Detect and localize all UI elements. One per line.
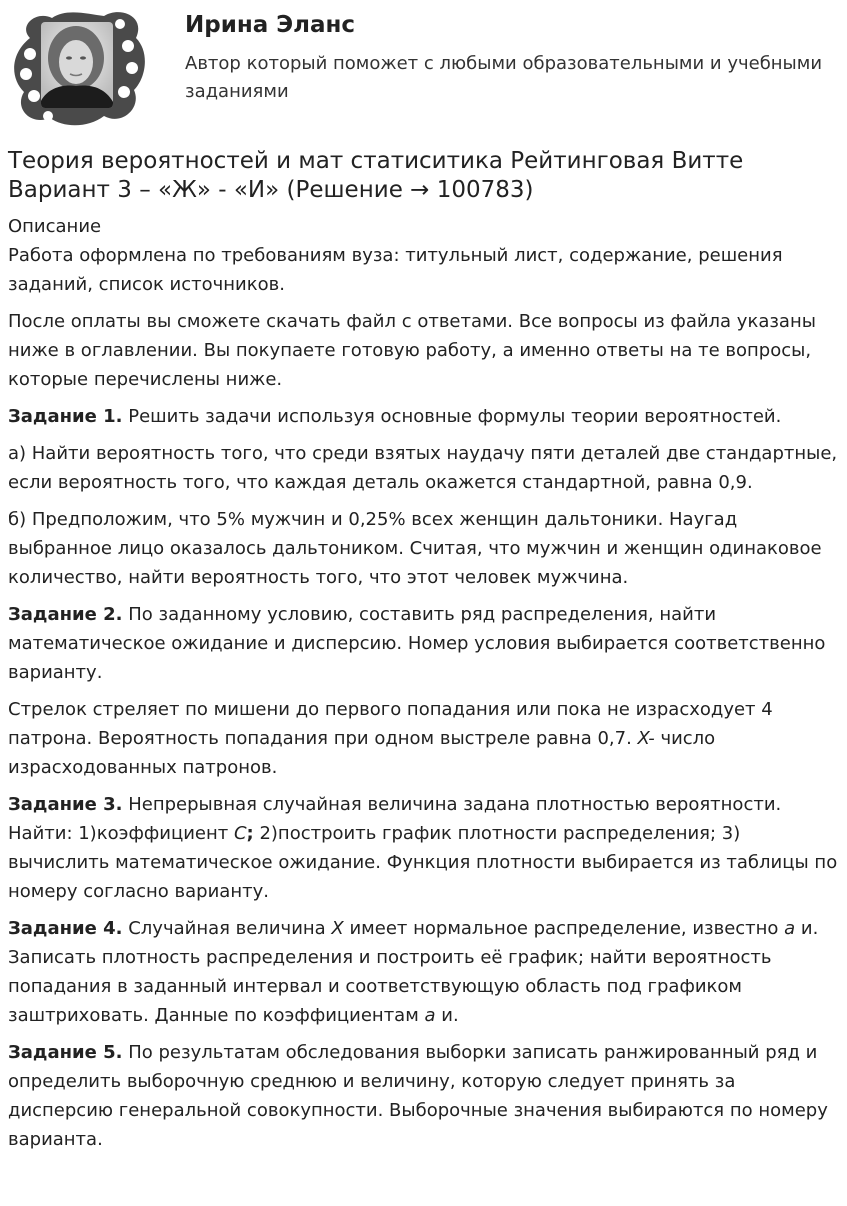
description-label: Описание <box>8 216 102 237</box>
task-4-t4: и. <box>435 1005 459 1026</box>
task-4-t3: и. Записать плотность распределения и построить её график; найти вероятность попадания в заданный интервал и соответствующую область под графиком заштриховать. Данные по коэффициентам <box>8 918 819 1026</box>
task-2-cond-pre: Стрелок стреляет по мишени до первого попадания или пока не израсходует 4 патрона. Вероятность попадания при одном выстреле равна 0,7. <box>8 699 773 749</box>
author-header <box>0 0 847 135</box>
task-4-label: Задание 4. <box>8 918 123 939</box>
task-1-text: Решить задачи используя основные формулы теории вероятностей. <box>122 406 782 427</box>
task-1b-paragraph: б) Предположим, что 5% мужчин и 0,25% всех женщин дальтоники. Наугад выбранное лицо оказалось дальтоником. Считая, что мужчин и женщин одинаковое количество, найти вероятность того, что этот человек мужчина. <box>8 509 822 588</box>
task-3-label: Задание 3. <box>8 794 123 815</box>
task-4-paragraph <box>8 914 840 1030</box>
task-2-text: По заданному условию, составить ряд распределения, найти математическое ожидание и дисперсию. Номер условия выбирается соответственно варианту. <box>8 604 826 683</box>
task-3-semicolon: ; <box>246 823 254 844</box>
task-4-t1: Случайная величина <box>122 918 332 939</box>
task-5-paragraph <box>8 1038 840 1154</box>
author-name[interactable]: Ирина Эланс <box>185 12 356 38</box>
page-title: Теория вероятностей и мат статиситика Рейтинговая Витте Вариант 3 – «Ж» - «И» (Решение → 100783) <box>8 148 744 203</box>
task-4-t2: имеет нормальное распределение, известно <box>343 918 785 939</box>
task-1a-paragraph: а) Найти вероятность того, что среди взятых наудачу пяти деталей две стандартные, если вероятность того, что каждая деталь окажется стандартной, равна 0,9. <box>8 443 838 493</box>
author-description: Автор который поможет с любыми образовательными и учебными заданиями <box>185 53 823 102</box>
task-2-condition <box>8 695 840 782</box>
intro-paragraph-1: Работа оформлена по требованиям вуза: титульный лист, содержание, решения заданий, список источников. <box>8 245 783 295</box>
task-2-label: Задание 2. <box>8 604 123 625</box>
task-2-cond-post: число израсходованных патронов. <box>8 728 716 778</box>
task-5-label: Задание 5. <box>8 1042 123 1063</box>
author-avatar[interactable] <box>8 8 150 128</box>
task-3-text-post: 2)построить график плотности распределения; 3) вычислить математическое ожидание. Функция плотности выбирается из таблицы по номеру согласно варианту. <box>8 823 838 902</box>
intro-paragraph-2: После оплаты вы сможете скачать файл с ответами. Все вопросы из файла указаны ниже в оглавлении. Вы покупаете готовую работу, а именно ответы на те вопросы, которые перечислены ниже. <box>8 311 816 390</box>
task-3-var-c: C <box>233 823 247 844</box>
task-3-paragraph <box>8 790 840 906</box>
task-3-text-pre: Непрерывная случайная величина задана плотностью вероятности. Найти: 1)коэффициент <box>8 794 782 844</box>
task-1-paragraph <box>8 402 840 431</box>
task-2-paragraph <box>8 600 840 687</box>
task-5-text: По результатам обследования выборки записать ранжированный ряд и определить выборочную среднюю и величину, которую следует принять за дисперсию генеральной совокупности. Выборочные значения выбираются по номеру варианта. <box>8 1042 828 1150</box>
task-4-var-a1: a <box>784 918 796 939</box>
task-4-var-x: X <box>331 918 344 939</box>
task-4-var-a2: a <box>424 1005 436 1026</box>
document-content <box>8 147 840 1162</box>
task-1-label: Задание 1. <box>8 406 123 427</box>
avatar-frame-icon <box>8 8 150 128</box>
task-2-var-x: X- <box>637 728 655 749</box>
